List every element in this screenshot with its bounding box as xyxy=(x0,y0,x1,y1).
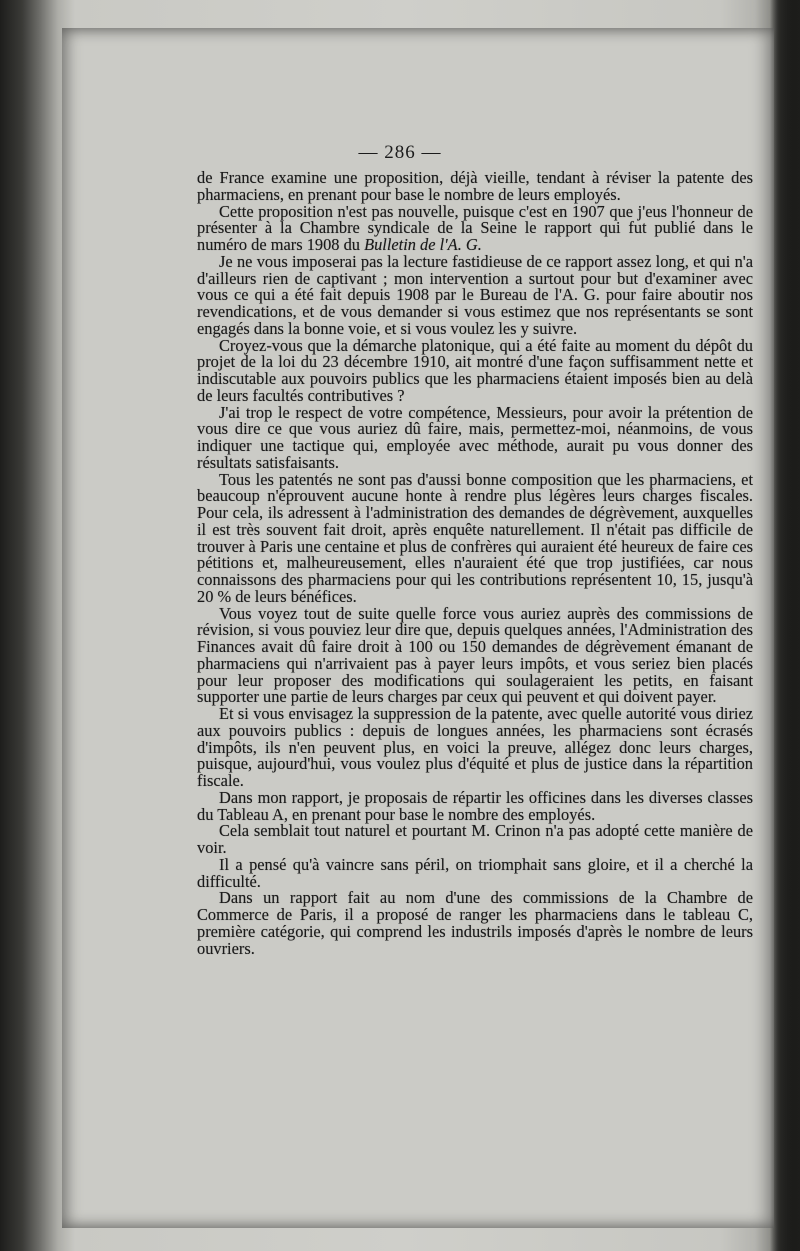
book-binding-edge xyxy=(770,0,800,1251)
paragraph: Je ne vous imposerai pas la lecture fastidieuse de ce rapport assez long, et qui n'a d'ailleurs rien de captivant ; mon intervention a surtout pour but d'examiner avec vous ce qui a été fait depuis 1908 par le Bureau de l'A. G. pour faire aboutir nos revendications, et de vous demander si vous estimez que nos représentants se sont engagés dans la bonne voie, et si vous voulez les y suivre. xyxy=(197,251,753,338)
paragraph-continuation: de France examine une proposition, déjà vieille, tendant à réviser la patente des pharmaciens, en prenant pour base le nombre de leurs employés. xyxy=(197,168,753,204)
paragraph: Il a pensé qu'à vaincre sans péril, on triomphait sans gloire, et il a cherché la difficulté. xyxy=(197,854,753,891)
paragraph: Tous les patentés ne sont pas d'aussi bonne composition que les pharmaciens, et beaucoup n'éprouvent aucune honte à rendre plus légères leurs charges fiscales. Pour cela, ils adressent à l'administration des demandes de dégrèvement, auxquelles il est très souvent fait droit, après enquête naturellement. Il n'était pas difficile de trouver à Paris une centaine et plus de confrères qui auraient été heureux de faire ces pétitions et, malheureusement, elles n'auraient été que trop justifiées, car nous connaissons des pharmaciens pour qui les contributions représentent 10, 15, jusqu'à 20 % de leurs bénéfices. xyxy=(197,469,753,606)
paragraph: Vous voyez tout de suite quelle force vous auriez auprès des commissions de révision, si vous pouviez leur dire que, depuis quelques années, l'Administration des Finances avait dû faire droit à 100 ou 150 demandes de dégrèvement émanant de pharmaciens qui n'arrivaient pas à payer leurs impôts, et vous seriez bien placés pour leur proposer des modifications qui soulageraient les petits, en faisant supporter une partie de leurs charges par ceux qui peuvent et qui doivent payer. xyxy=(197,603,753,707)
paragraph: Et si vous envisagez la suppression de la patente, avec quelle autorité vous diriez aux pouvoirs publics : depuis de longues années, les pharmaciens sont écrasés d'impôts, ils n'en peuvent plus, en voici la preuve, allégez donc leurs charges, puisque, aujourd'hui, vous voulez plus d'équité et plus de justice dans la répartition fiscale. xyxy=(197,704,753,790)
body-text xyxy=(197,170,753,957)
page-number: — 286 — xyxy=(358,142,442,163)
paragraph: Dans mon rapport, je proposais de répartir les officines dans les diverses classes du Tableau A, en prenant pour base le nombre des employés. xyxy=(197,787,753,824)
paragraph: Cette proposition n'est pas nouvelle, puisque c'est en 1907 que j'eus l'honneur de présenter à la Chambre syndicale de la Seine le rapport qui fut publié dans le numéro de mars 1908 du Bulletin de l'A. G. xyxy=(197,201,753,254)
paragraph: Cela semblait tout naturel et pourtant M. Crinon n'a pas adopté cette manière de voir. xyxy=(197,821,753,857)
paragraph: Dans un rapport fait au nom d'une des commissions de la Chambre de Commerce de Paris, il a proposé de ranger les pharmaciens dans le tableau C, première catégorie, qui comprend les industrils imposés d'après le nombre de leurs ouvriers. xyxy=(197,888,753,958)
bulletin-title: Bulletin de l'A. G. xyxy=(364,235,482,254)
paragraph: Croyez-vous que la démarche platonique, qui a été faite au moment du dépôt du projet de la loi du 23 décembre 1910, ait montré d'une façon suffisamment nette et indiscutable aux pouvoirs publics que les pharmaciens étaient imposés bien au delà de leurs facultés contributives ? xyxy=(197,335,753,405)
paragraph: J'ai trop le respect de votre compétence, Messieurs, pour avoir la prétention de vous dire ce que vous auriez dû faire, mais, permettez-moi, néanmoins, de vous indiquer une tactique qui, employée avec méthode, aurait pu vous donner des résultats satisfaisants. xyxy=(197,402,753,472)
